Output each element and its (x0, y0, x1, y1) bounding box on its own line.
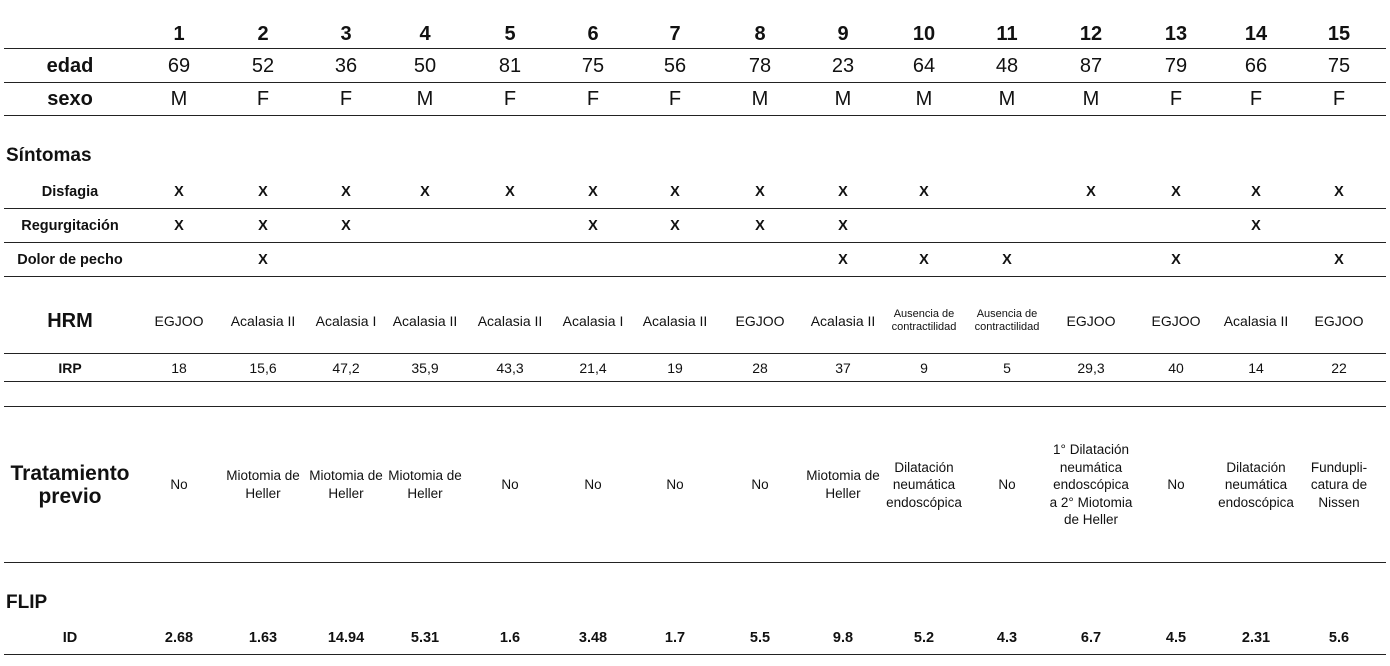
sintoma-cell (382, 244, 468, 276)
tratamiento-cell: Fundupli-catura de Nissen (1310, 459, 1368, 510)
sintoma-cell: X (1334, 184, 1344, 200)
sexo-cell: F (1249, 87, 1263, 110)
sintoma-cell: X (838, 252, 848, 268)
edad-cell: 75 (1327, 54, 1351, 77)
hrm-cell: Acalasia II (810, 313, 876, 329)
sintoma-cell: X (1002, 252, 1012, 268)
rule-tratamiento (4, 562, 1386, 563)
edad-cell: 75 (581, 54, 605, 77)
flip-cell: 6.7 (1080, 630, 1102, 646)
sintoma-cell: X (258, 252, 268, 268)
sintoma-cell: X (588, 184, 598, 200)
section-flip: FLIP (6, 592, 48, 613)
edad-cell: 50 (413, 54, 437, 77)
row-sexo-label: sexo (47, 87, 93, 110)
hrm-cell: EGJOO (1151, 313, 1201, 329)
sintoma-cell: X (341, 184, 351, 200)
tratamiento-cell: No (170, 477, 188, 493)
row-sintoma-label: Dolor de pecho (17, 252, 123, 268)
column-number: 8 (754, 22, 766, 45)
sexo-cell: F (256, 87, 270, 110)
column-number: 9 (837, 22, 849, 45)
row-tratamiento-label: Tratamiento previo (10, 461, 130, 508)
flip-cell: 1.6 (499, 630, 521, 646)
edad-cell: 23 (831, 54, 855, 77)
sintoma-cell: X (755, 184, 765, 200)
tratamiento-cell: No (1167, 477, 1185, 493)
row-hrm (0, 290, 1390, 352)
irp-cell: 35,9 (411, 359, 439, 376)
sintoma-cell: X (919, 184, 929, 200)
sintoma-cell (1213, 244, 1299, 276)
row-tratamiento (0, 408, 1390, 562)
header-row (0, 20, 1390, 48)
column-number: 11 (996, 22, 1018, 45)
edad-cell: 81 (498, 54, 522, 77)
column-number: 5 (504, 22, 516, 45)
row-edad-label: edad (46, 54, 94, 77)
rule-irp (4, 381, 1386, 382)
sexo-cell: M (416, 87, 434, 110)
hrm-cell: Acalasia II (392, 313, 458, 329)
sintoma-cell: X (838, 184, 848, 200)
sintoma-cell: X (838, 218, 848, 234)
row-flip-id-label: ID (62, 630, 78, 646)
tratamiento-cell: No (584, 477, 602, 493)
edad-cell: 78 (748, 54, 772, 77)
rule-sintoma (4, 276, 1386, 277)
edad-cell: 69 (167, 54, 191, 77)
irp-cell: 19 (667, 359, 683, 376)
row-irp (0, 354, 1390, 381)
edad-cell: 79 (1164, 54, 1188, 77)
sexo-cell: F (503, 87, 517, 110)
flip-cell: 1.63 (248, 630, 278, 646)
hrm-cell: Ausencia de contractilidad (891, 307, 957, 333)
irp-cell: 47,2 (332, 359, 360, 376)
sintoma-cell (632, 244, 718, 276)
sintoma-cell (1296, 210, 1382, 242)
tratamiento-cell: No (666, 477, 684, 493)
sexo-cell: M (998, 87, 1016, 110)
flip-cell: 14.94 (327, 630, 365, 646)
sintoma-cell (964, 176, 1050, 208)
edad-cell: 48 (995, 54, 1019, 77)
sintoma-cell: X (420, 184, 430, 200)
tratamiento-cell: No (751, 477, 769, 493)
row-hrm-label: HRM (47, 309, 93, 332)
sexo-cell: F (668, 87, 682, 110)
sexo-cell: M (170, 87, 188, 110)
flip-cell: 4.5 (1165, 630, 1187, 646)
sintoma-cell (550, 244, 636, 276)
sintoma-cell: X (919, 252, 929, 268)
column-number: 2 (257, 22, 269, 45)
tratamiento-cell: Miotomia de Heller (388, 468, 462, 501)
rule-flip (4, 654, 1386, 655)
flip-cell: 3.48 (578, 630, 608, 646)
sexo-cell: F (339, 87, 353, 110)
flip-cell: 9.8 (832, 630, 854, 646)
tratamiento-cell: No (501, 477, 519, 493)
sintoma-cell: X (174, 184, 184, 200)
column-number: 12 (1079, 22, 1103, 45)
sintoma-cell: X (505, 184, 515, 200)
column-number: 4 (419, 22, 431, 45)
row-sintoma (0, 244, 1390, 276)
flip-cell: 2.31 (1241, 630, 1271, 646)
sintoma-cell (1048, 210, 1134, 242)
flip-cell: 5.6 (1328, 630, 1350, 646)
sintoma-cell: X (670, 184, 680, 200)
irp-cell: 28 (752, 359, 768, 376)
sintoma-cell: X (1251, 218, 1261, 234)
column-number: 10 (912, 22, 936, 45)
hrm-cell: EGJOO (154, 313, 204, 329)
edad-cell: 36 (334, 54, 358, 77)
row-irp-label: IRP (58, 359, 82, 376)
sintoma-cell: X (1251, 184, 1261, 200)
hrm-cell: EGJOO (1066, 313, 1116, 329)
sexo-cell: M (1082, 87, 1100, 110)
sintoma-cell (881, 210, 967, 242)
sintoma-cell (467, 210, 553, 242)
hrm-cell: Acalasia II (642, 313, 708, 329)
edad-cell: 56 (663, 54, 687, 77)
edad-cell: 52 (251, 54, 275, 77)
sexo-cell: F (586, 87, 600, 110)
sintoma-cell: X (258, 184, 268, 200)
irp-cell: 14 (1248, 359, 1264, 376)
sintoma-cell: X (670, 218, 680, 234)
flip-cell: 1.7 (664, 630, 686, 646)
column-number: 14 (1244, 22, 1268, 45)
row-flip-id (0, 622, 1390, 654)
flip-cell: 5.31 (410, 630, 440, 646)
flip-cell: 5.2 (913, 630, 935, 646)
sintoma-cell: X (1086, 184, 1096, 200)
irp-cell: 40 (1168, 359, 1184, 376)
sexo-cell: M (915, 87, 933, 110)
tratamiento-cell: No (998, 477, 1016, 493)
irp-cell: 9 (920, 359, 928, 376)
column-number: 6 (587, 22, 599, 45)
row-sintoma (0, 210, 1390, 242)
row-sintoma (0, 176, 1390, 208)
sexo-cell: F (1332, 87, 1346, 110)
sexo-cell: M (834, 87, 852, 110)
sintoma-cell: X (588, 218, 598, 234)
hrm-cell: Acalasia II (230, 313, 296, 329)
tratamiento-cell: Miotomia de Heller (226, 468, 300, 501)
irp-cell: 43,3 (496, 359, 524, 376)
tratamiento-cell: Miotomia de Heller (806, 468, 880, 501)
irp-cell: 15,6 (249, 359, 277, 376)
flip-cell: 2.68 (164, 630, 194, 646)
column-number: 1 (173, 22, 185, 45)
hrm-cell: Acalasia II (1223, 313, 1289, 329)
column-number: 15 (1327, 22, 1351, 45)
sexo-cell: F (1169, 87, 1183, 110)
sintoma-cell: X (1171, 252, 1181, 268)
sintoma-cell: X (258, 218, 268, 234)
section-sintomas: Síntomas (6, 145, 92, 166)
hrm-cell: Acalasia I (315, 313, 377, 329)
row-sintoma-label: Regurgitación (21, 218, 119, 234)
sintoma-cell (717, 244, 803, 276)
row-sexo (0, 83, 1390, 115)
sintoma-cell (136, 244, 222, 276)
rule-sexo (4, 115, 1386, 116)
row-edad (0, 50, 1390, 82)
sintoma-cell: X (755, 218, 765, 234)
sintoma-cell (964, 210, 1050, 242)
sintoma-cell (303, 244, 389, 276)
tratamiento-cell: Miotomia de Heller (309, 468, 383, 501)
sintoma-cell: X (341, 218, 351, 234)
sexo-cell: M (751, 87, 769, 110)
irp-cell: 21,4 (579, 359, 607, 376)
flip-cell: 4.3 (996, 630, 1018, 646)
irp-cell: 5 (1003, 359, 1011, 376)
tratamiento-cell: Dilatación neumática endoscópica (1218, 459, 1294, 510)
hrm-cell: Ausencia de contractilidad (974, 307, 1040, 333)
irp-cell: 22 (1331, 359, 1347, 376)
edad-cell: 64 (912, 54, 936, 77)
edad-cell: 87 (1079, 54, 1103, 77)
hrm-cell: EGJOO (735, 313, 785, 329)
tratamiento-cell: 1° Dilatación neumática endoscópica a 2° Miotomia de Heller (1049, 442, 1133, 528)
irp-cell: 18 (171, 359, 187, 376)
flip-cell: 5.5 (749, 630, 771, 646)
hrm-cell: Acalasia II (477, 313, 543, 329)
sintoma-cell: X (1334, 252, 1344, 268)
sintoma-cell (1048, 244, 1134, 276)
hrm-cell: EGJOO (1314, 313, 1364, 329)
irp-cell: 29,3 (1077, 359, 1105, 376)
tratamiento-cell: Dilatación neumática endoscópica (886, 459, 962, 510)
edad-cell: 66 (1244, 54, 1268, 77)
row-sintoma-label: Disfagia (41, 184, 99, 200)
irp-cell: 37 (835, 359, 851, 376)
column-number: 3 (340, 22, 352, 45)
column-number: 7 (669, 22, 681, 45)
sintoma-cell (467, 244, 553, 276)
hrm-cell: Acalasia I (562, 313, 624, 329)
column-number: 13 (1164, 22, 1188, 45)
sintoma-cell: X (174, 218, 184, 234)
sintoma-cell (1133, 210, 1219, 242)
sintoma-cell: X (1171, 184, 1181, 200)
sintoma-cell (382, 210, 468, 242)
